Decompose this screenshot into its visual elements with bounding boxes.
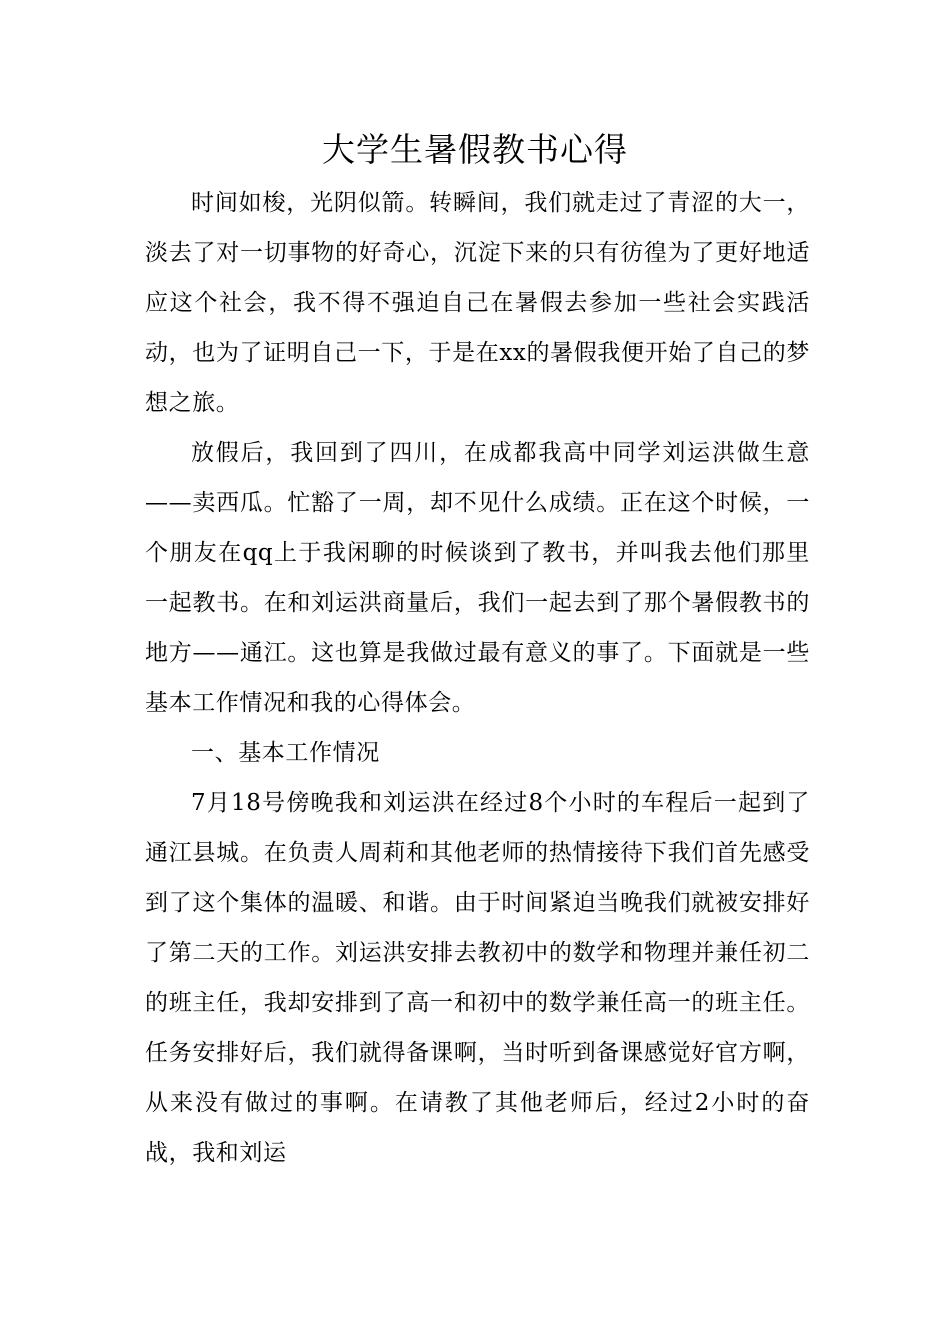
paragraph-vacation: 放假后，我回到了四川，在成都我高中同学刘运洪做生意——卖西瓜。忙豁了一周，却不见什么成绩。正在这个时候，一个朋友在qq上于我闲聊的时候谈到了教书，并叫我去他们那里一起教书。在和刘运洪商量后，我们一起去到了那个暑假教书的地方——通江。这也算是我做过最有意义的事了。下面就是一些基本工作情况和我的心得体会。 — [145, 440, 810, 716]
paragraph-intro: 时间如梭，光阴似箭。转瞬间，我们就走过了青涩的大一，淡去了对一切事物的好奇心，沉淀下来的只有彷徨为了更好地适应这个社会，我不得不强迫自己在暑假去参加一些社会实践活动，也为了证明自己一下，于是在xx的暑假我便开始了自己的梦想之旅。 — [145, 190, 810, 416]
document-body — [145, 178, 810, 1178]
document-title: 大学生暑假教书心得 — [322, 130, 628, 169]
paragraph-work: 7月18号傍晚我和刘运洪在经过8个小时的车程后一起到了通江县城。在负责人周莉和其他老师的热情接待下我们首先感受到了这个集体的温暖、和谐。由于时间紧迫当晚我们就被安排好了第二天的工作。刘运洪安排去教初中的数学和物理并兼任初二的班主任，我却安排到了高一和初中的数学兼任高一的班主任。任务安排好后，我们就得备课啊，当时听到备课感觉好官方啊，从来没有做过的事啊。在请教了其他老师后，经过2小时的奋战，我和刘运 — [145, 790, 810, 1166]
section-heading: 一、基本工作情况 — [191, 740, 380, 766]
